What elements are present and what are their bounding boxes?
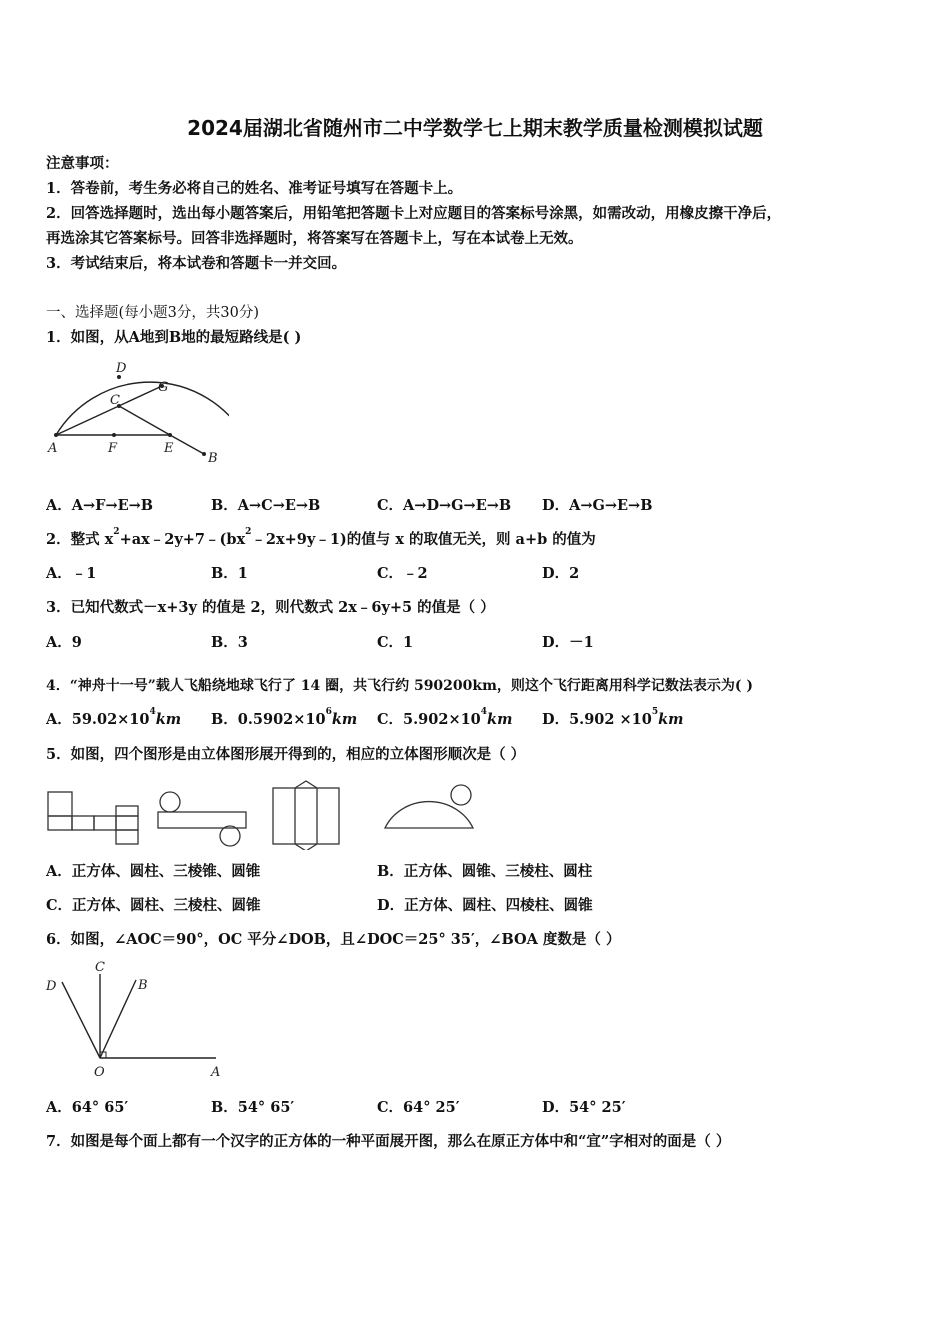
ray-ob: [100, 980, 136, 1058]
semicircle-arc: [56, 382, 229, 435]
label-a: A: [48, 441, 58, 456]
page-title: 2024届湖北省随州市二中学数学七上期末教学质量检测模拟试题: [187, 116, 763, 140]
q4-option-c[interactable]: C．$5.902\times 10^4km$: [377, 707, 513, 728]
q2-option-c[interactable]: C．﹣2: [377, 565, 428, 582]
notice-heading: 注意事项：: [46, 155, 119, 172]
label-b: B: [208, 451, 218, 466]
q6-option-d[interactable]: D．54° 25′: [542, 1099, 626, 1116]
label-f: F: [108, 441, 118, 456]
q6-option-b[interactable]: B．54° 65′: [211, 1099, 295, 1116]
q4-option-a[interactable]: A．$59.02\times 10^4km$: [46, 707, 182, 728]
label-a: A: [211, 1065, 221, 1080]
q1-option-a[interactable]: A．A→F→E→B: [46, 497, 154, 514]
question-6-figure: [44, 956, 229, 1082]
question-7-stem: 7．如图是每个面上都有一个汉字的正方体的一种平面展开图，那么在原正方体中和“宜”字相对的面是（ ）: [46, 1133, 731, 1150]
question-1-stem: 1．如图，从A地到B地的最短路线是( ): [46, 329, 302, 346]
label-g: G: [158, 380, 169, 395]
prism-net: [273, 781, 339, 850]
label-o: O: [94, 1065, 105, 1080]
question-2-stem: 2．整式 $x^2+ax﹣2y+7﹣(bx^2﹣2x+9y﹣1)$的值与 x 的取值无关，则 a+b 的值为: [46, 527, 596, 548]
question-6-stem: 6．如图，∠AOC＝90°，OC 平分∠DOB，且∠DOC＝25° 35′，∠BOA 度数是（ ）: [46, 931, 621, 948]
segment-ce: [119, 406, 170, 435]
cube-net: [48, 792, 138, 844]
q5-option-d[interactable]: D．正方体、圆柱、四棱柱、圆锥: [377, 897, 593, 914]
cone-net: [385, 785, 473, 828]
q3-option-b[interactable]: B．3: [211, 634, 248, 651]
ray-od: [62, 982, 100, 1058]
question-5-stem: 5．如图，四个图形是由立体图形展开得到的，相应的立体图形顺次是（ ）: [46, 746, 526, 763]
q2-option-b[interactable]: B．1: [211, 565, 248, 582]
q6-option-c[interactable]: C．64° 25′: [377, 1099, 460, 1116]
q5-option-b[interactable]: B．正方体、圆锥、三棱柱、圆柱: [377, 863, 593, 880]
notice-item: 1．答卷前，考生务必将自己的姓名、准考证号填写在答题卡上。: [46, 180, 463, 197]
label-b: B: [138, 978, 148, 993]
q1-option-b[interactable]: B．A→C→E→B: [211, 497, 321, 514]
label-c: C: [95, 960, 105, 975]
section-heading: 一、选择题(每小题3分，共30分): [46, 305, 259, 321]
notice-item: 再选涂其它答案标号。回答非选择题时，将答案写在答题卡上，写在本试卷上无效。: [46, 230, 583, 247]
notice-item: 3．考试结束后，将本试卷和答题卡一并交回。: [46, 255, 347, 272]
q6-option-a[interactable]: A．64° 65′: [46, 1099, 129, 1116]
q3-option-c[interactable]: C．1: [377, 634, 414, 651]
q5-option-c[interactable]: C．正方体、圆柱、三棱柱、圆锥: [46, 897, 261, 914]
label-d: D: [116, 361, 127, 376]
q2-option-a[interactable]: A．﹣1: [46, 565, 97, 582]
q5-option-a[interactable]: A．正方体、圆柱、三棱锥、圆锥: [46, 863, 261, 880]
q1-option-c[interactable]: C．A→D→G→E→B: [377, 497, 512, 514]
q4-option-b[interactable]: B．$0.5902\times 10^6km$: [211, 707, 358, 728]
q1-option-d[interactable]: D．A→G→E→B: [542, 497, 653, 514]
q2-option-d[interactable]: D．2: [542, 565, 580, 582]
segment-ag: [56, 386, 162, 435]
label-d: D: [46, 979, 57, 994]
label-e: E: [164, 441, 174, 456]
question-4-stem: 4．“神舟十一号”载人飞船绕地球飞行了 14 圈，共飞行约 590200km，则这个飞行距离用科学记数法表示为( ): [46, 678, 754, 694]
q3-option-d[interactable]: D．－1: [542, 634, 594, 651]
question-1-figure: [44, 358, 229, 468]
question-5-figure: [44, 780, 494, 850]
notice-item: 2．回答选择题时，选出每小题答案后，用铅笔把答题卡上对应题目的答案标号涂黑，如需改动，用橡皮擦干净后，: [46, 205, 782, 222]
segment-eb: [170, 435, 204, 454]
cylinder-net: [158, 792, 246, 846]
question-3-stem: 3．已知代数式－x+3y 的值是 2，则代数式 2x﹣6y+5 的值是（ ）: [46, 599, 495, 616]
q4-option-d[interactable]: D．$5.902 \times 10^5km$: [542, 707, 684, 728]
label-c: C: [110, 393, 120, 408]
q3-option-a[interactable]: A．9: [46, 634, 82, 651]
